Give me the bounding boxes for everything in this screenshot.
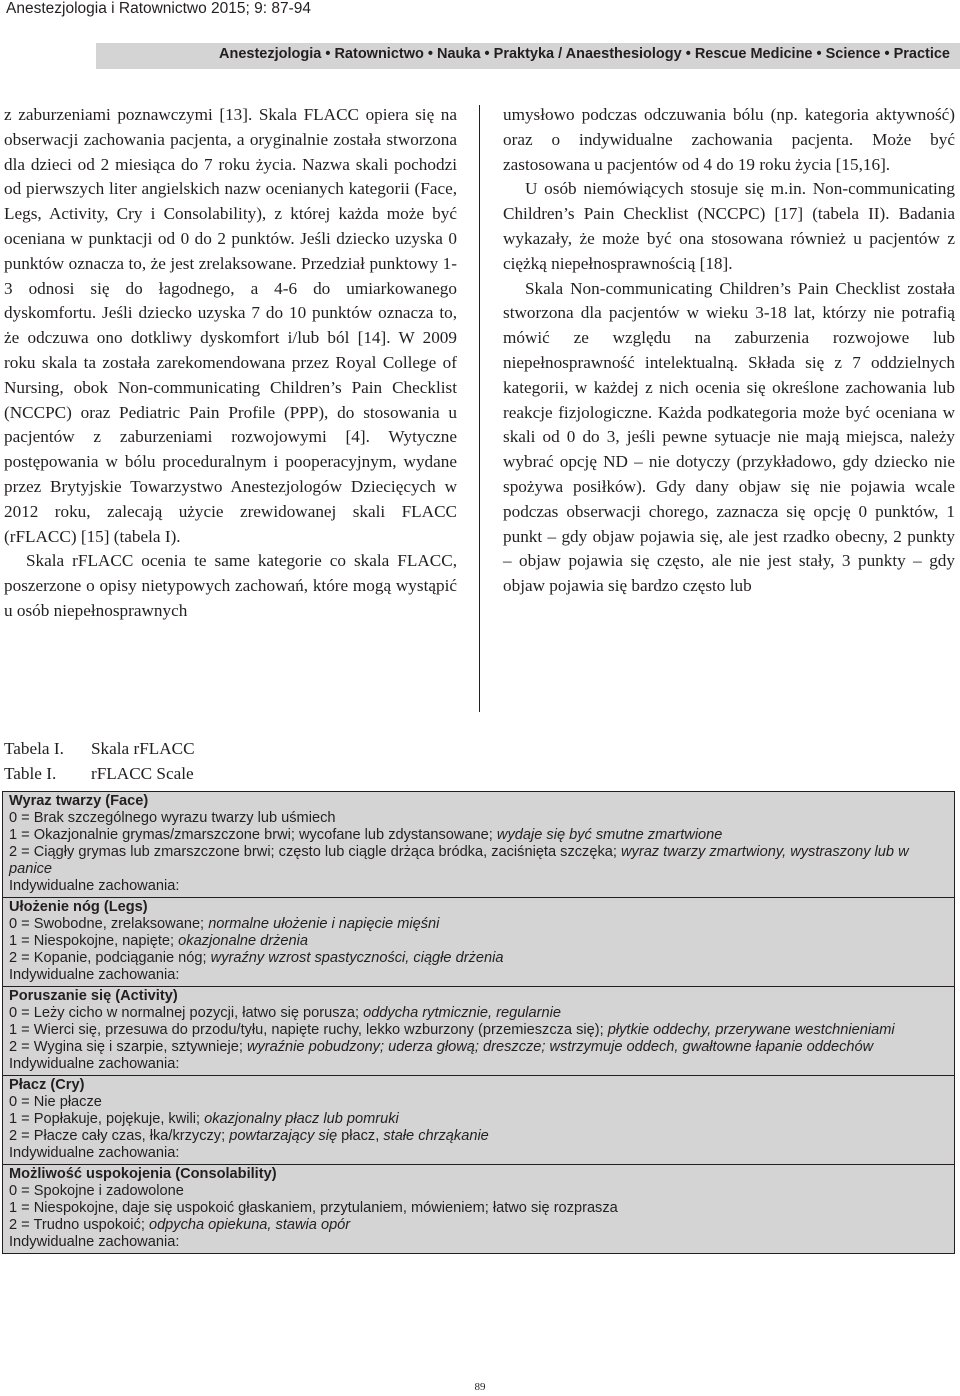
left-text-column <box>4 103 457 624</box>
table-caption-key: Tabela I. <box>4 739 64 758</box>
individual-behaviours: Indywidualne zachowania: <box>9 1056 180 1072</box>
left-paragraph-2: Skala rFLACC ocenia te same kategorie co skala FLACC, poszerzone o opisy nietypowych zachowań, które mogą wystąpić u osób niepełnosprawnych <box>4 551 457 620</box>
right-text-column <box>503 103 955 599</box>
table-caption-polish <box>4 736 195 761</box>
individual-behaviours: Indywidualne zachowania: <box>9 967 180 983</box>
section-title: Płacz (Cry) <box>9 1077 85 1093</box>
left-paragraph-1: z zaburzeniami poznawczymi [13]. Skala FLACC opiera się na obserwacji zachowania pacjenta, a oryginalnie została stworzona dla dzieci od 2 miesiąca do 7 roku życia. Nazwa skali pochodzi od pierwszych liter angielskich nazw ocenianych kategorii (Face, Legs, Activity, Cry i Consolability), z której każda może być oceniana w punktacji od 0 do 2 punktów. Jeśli dziecko uzyska 0 punktów oznacza to, że jest zrelaksowane. Przedział punktowy 1-3 odnosi się do łagodnego, a 4-6 do umiarkowanego dyskomfortu. Jeśli dziecko uzyska 7 do 10 punktów oznacza to, że odczuwa ono dotkliwy dyskomfort i/lub ból [14]. W 2009 roku skala ta została zarekomendowana przez Royal College of Nursing, obok Non-communicating Children’s Pain Checklist (NCCPC) oraz Pediatric Pain Profile (PPP), do stosowania u pacjentów z zaburzeniami rozwojowymi [4]. Wytyczne postępowania w bólu proceduralnym i pooperacyjnym, wydane przez Brytyjskie Towarzystwo Anestezjologów Dziecięcych w 2012 roku, zalecają użycie zrewidowanej skali FLACC (rFLACC) [15] (tabela I). <box>4 105 457 546</box>
score-row-0: 0 = Nie płacze <box>9 1094 102 1110</box>
journal-reference: Anestezjologia i Ratownictwo 2015; 9: 87-94 <box>6 0 312 17</box>
score-row-2: 2 = Wygina się i szarpie, sztywnieje; wyraźnie pobudzony; uderza głową; dreszcze; wstrzymuje oddech, gwałtowne łapanie oddechów <box>9 1039 874 1055</box>
individual-behaviours: Indywidualne zachowania: <box>9 1234 180 1250</box>
table-caption-title: Skala rFLACC <box>91 739 195 758</box>
score-row-0: 0 = Brak szczególnego wyrazu twarzy lub uśmiech <box>9 810 336 826</box>
score-row-0: 0 = Swobodne, zrelaksowane; normalne ułożenie i napięcie mięśni <box>9 916 440 932</box>
score-row-2: 2 = Kopanie, podciąganie nóg; wyraźny wzrost spastyczności, ciągłe drżenia <box>9 950 504 966</box>
section-legs <box>3 898 954 987</box>
score-row-2: 2 = Ciągły grymas lub zmarszczone brwi; często lub ciągle drżąca bródka, zaciśnięta szczęka; wyraz twarzy zmartwiony, wystraszony lub w panice <box>9 844 909 877</box>
column-divider <box>479 105 480 712</box>
score-row-1: 1 = Niespokojne, daje się uspokoić głaskaniem, przytulaniem, mówieniem; łatwo się rozprasza <box>9 1200 618 1216</box>
score-row-0: 0 = Leży cicho w normalnej pozycji, łatwo się porusza; oddycha rytmicznie, regularnie <box>9 1005 561 1021</box>
section-title: Możliwość uspokojenia (Consolability) <box>9 1166 277 1182</box>
score-row-2: 2 = Płacze cały czas, łka/krzyczy; powtarzający się płacz, stałe chrząkanie <box>9 1128 489 1144</box>
journal-tagline-bar <box>96 43 960 69</box>
score-row-0: 0 = Spokojne i zadowolone <box>9 1183 184 1199</box>
section-cry <box>3 1076 954 1165</box>
individual-behaviours: Indywidualne zachowania: <box>9 1145 180 1161</box>
section-title: Wyraz twarzy (Face) <box>9 793 149 809</box>
section-face <box>3 792 954 898</box>
table-caption-english <box>4 761 194 786</box>
score-row-1: 1 = Niespokojne, napięte; okazjonalne drżenia <box>9 933 308 949</box>
table-caption-key: Table I. <box>4 764 57 783</box>
section-title: Poruszanie się (Activity) <box>9 988 178 1004</box>
rflacc-table <box>2 791 955 1254</box>
section-title: Ułożenie nóg (Legs) <box>9 899 148 915</box>
score-row-1: 1 = Wierci się, przesuwa do przodu/tyłu, napięte ruchy, lekko wzburzony (przemieszcza się); płytkie oddechy, przerywane westchnieniami <box>9 1022 895 1038</box>
right-paragraph-1: umysłowo podczas odczuwania bólu (np. kategoria aktywność) oraz o indywidualne zachowania pacjenta. Może być zastosowana u pacjentów od 4 do 19 roku życia [15,16]. <box>503 105 955 174</box>
section-activity <box>3 987 954 1076</box>
right-paragraph-2: U osób niemówiących stosuje się m.in. Non-communicating Children’s Pain Checklist (NCCPC) [17] (tabela II). Badania wykazały, że może być ona stosowana również u pacjentów z ciężką niepełnosprawnością [18]. <box>503 179 955 273</box>
score-row-1: 1 = Popłakuje, pojękuje, kwili; okazjonalny płacz lub pomruki <box>9 1111 399 1127</box>
right-paragraph-3: Skala Non-communicating Children’s Pain Checklist została stworzona dla pacjentów w wieku 3-18 lat, którzy nie potrafią mówić ze względu na zaburzenia rozwojowe lub niepełnosprawność intelektualną. Składa się z 7 oddzielnych kategorii, w każdej z nich ocenia się określone zachowania lub reakcje fizjologiczne. Każda podkategoria może być oceniana w skali od 0 do 3, jeśli pewne sytuacje nie mają miejsca, należy wybrać opcję ND – nie dotyczy (przykładowo, gdy dziecko nie spożywa posiłków). Gdy dany objaw się nie pojawia wcale podczas obserwacji chorego, zaznacza się opcję 0 punktów, 1 punkt – gdy objaw pojawia się, ale jest rzadko obecny, 2 punkty – objaw pojawia się często, ale nie jest stały, 3 punkty – gdy objaw pojawia się bardzo często lub <box>503 278 955 596</box>
table-caption-title: rFLACC Scale <box>91 764 194 783</box>
score-row-2: 2 = Trudno uspokoić; odpycha opiekuna, stawia opór <box>9 1217 351 1233</box>
journal-tagline: Anestezjologia • Ratownictwo • Nauka • Praktyka / Anaesthesiology • Rescue Medicine • Science • Practice <box>219 46 950 62</box>
individual-behaviours: Indywidualne zachowania: <box>9 878 180 894</box>
section-consolability <box>3 1165 954 1253</box>
page-number: 89 <box>474 1381 486 1393</box>
score-row-1: 1 = Okazjonalnie grymas/zmarszczone brwi; wycofane lub zdystansowane; wydaje się być smutne zmartwione <box>9 827 723 843</box>
